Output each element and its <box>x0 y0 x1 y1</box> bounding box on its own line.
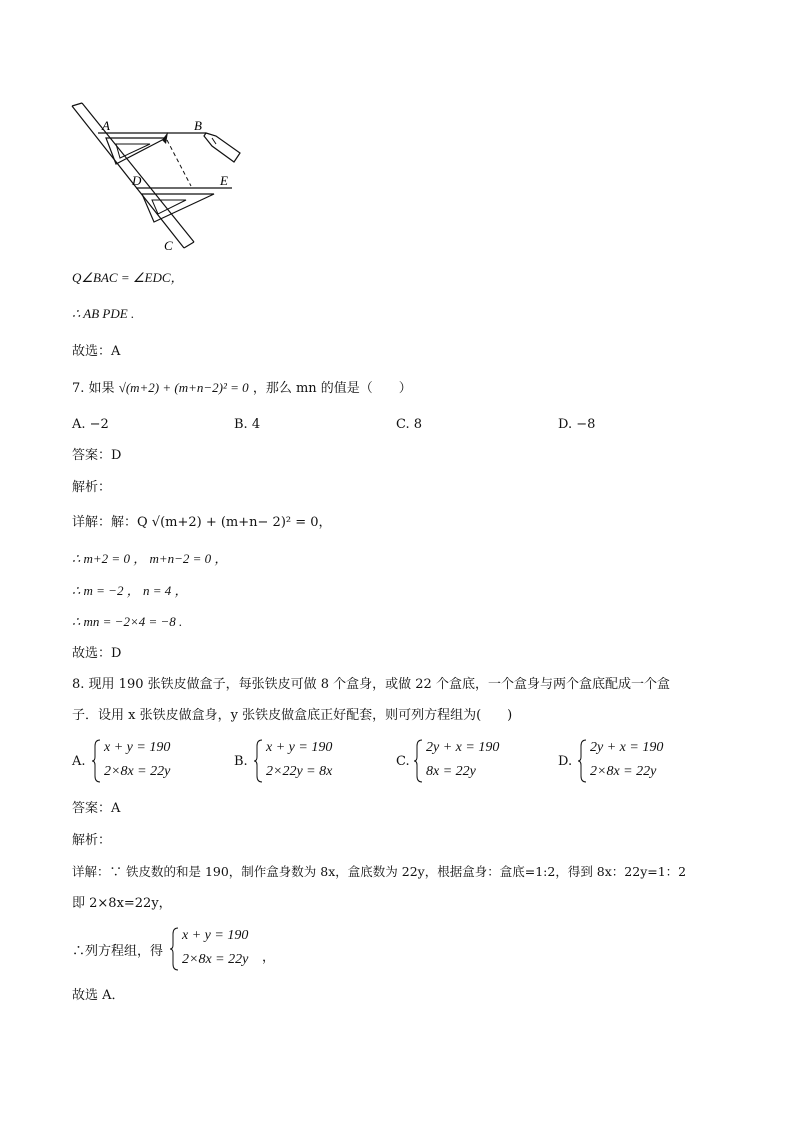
q6-choice: 故选：A <box>72 344 121 359</box>
label-b: B <box>194 118 202 133</box>
q8-option-d-label: D. <box>558 754 573 769</box>
slide-path <box>167 140 191 186</box>
q6-therefore-line: ∴ AB PDE . <box>72 306 135 321</box>
label-d: D <box>132 173 142 188</box>
q7-step-1: ∴ m+2 = 0 ， m+n−2 = 0 ， <box>72 551 228 566</box>
q8-analysis: 解析： <box>72 833 112 848</box>
ruler-edge-outer <box>72 106 184 248</box>
pencil-tip <box>212 138 216 144</box>
q8-stem-line-2: 子．设用 x 张铁皮做盒身，y 张铁皮做盒底正好配套，则可列方程组为( ) <box>72 708 513 723</box>
q7-stem-suffix: ，那么 mn 的值是（ ） <box>252 381 412 396</box>
label-a: A <box>102 118 110 133</box>
q8-detail-line-1: 详解：∵ 铁皮数的和是 190，制作盒身数为 8x，盒底数为 22y，根据盒身：盒底=1:2，得到 8x：22y=1：2 <box>72 864 687 879</box>
q8-option-a-label: A. <box>72 754 86 769</box>
geometry-figure <box>66 98 246 256</box>
q8-answer: 答案：A <box>72 801 121 816</box>
q7-answer: 答案：D <box>72 448 122 463</box>
q8-option-c-label: C. <box>396 754 410 769</box>
q8-option-b-label: B. <box>234 754 248 769</box>
q8-system-suffix: ， <box>262 950 276 965</box>
q7-step-2: ∴ m = −2 ， n = 4 ， <box>72 583 188 598</box>
q7-detail: 详解：解：Q √(m+2) + (m+n− 2)² = 0， <box>72 515 332 530</box>
q8-option-b[interactable] <box>234 738 384 784</box>
q7-stem-prefix: 7. 如果 <box>72 381 115 396</box>
label-e: E <box>220 173 228 188</box>
q8-option-d-eq2: 2×8x = 22y <box>590 764 657 779</box>
q8-option-d[interactable] <box>558 738 708 784</box>
q7-stem-expr: √(m+2) + (m+n−2)² = 0 <box>118 380 249 395</box>
q8-option-c-brace <box>414 738 424 784</box>
q8-system <box>72 926 332 972</box>
q7-option-c[interactable]: C. 8 <box>396 417 423 432</box>
q8-system-prefix: ∴列方程组，得 <box>72 944 164 959</box>
ruler-top <box>72 103 82 106</box>
q8-option-c-eq2: 8x = 22y <box>426 764 476 779</box>
q8-option-c-eq1: 2y + x = 190 <box>426 740 500 755</box>
q8-option-a-brace <box>92 738 102 784</box>
q8-system-eq2: 2×8x = 22y <box>182 952 249 967</box>
q8-option-d-brace <box>578 738 588 784</box>
q8-option-b-eq1: x + y = 190 <box>266 740 333 755</box>
q7-step-3: ∴ mn = −2×4 = −8 . <box>72 614 183 629</box>
q6-because-line: Q∠BAC = ∠EDC， <box>72 270 184 285</box>
q8-option-d-eq1: 2y + x = 190 <box>590 740 664 755</box>
q8-stem-line-1: 8. 现用 190 张铁皮做盒子，每张铁皮可做 8 个盒身，或做 22 个盒底，一个盒身与两个盒底配成一个盒 <box>72 677 670 692</box>
q7-analysis: 解析： <box>72 480 112 495</box>
q8-system-eq1: x + y = 190 <box>182 928 249 943</box>
q8-option-b-eq2: 2×22y = 8x <box>266 764 333 779</box>
q7-option-b[interactable]: B. 4 <box>234 417 261 432</box>
q7-choice: 故选：D <box>72 646 122 661</box>
pencil <box>204 133 240 162</box>
q8-option-a[interactable] <box>72 738 222 784</box>
q8-choice: 故选 A． <box>72 988 125 1003</box>
q7-option-d[interactable]: D. −8 <box>558 417 596 432</box>
q8-detail-line-2: 即 2×8x=22y， <box>72 896 172 911</box>
q8-option-a-eq1: x + y = 190 <box>104 740 171 755</box>
q8-option-a-eq2: 2×8x = 22y <box>104 764 171 779</box>
q8-option-c[interactable] <box>396 738 546 784</box>
q7-stem <box>72 380 412 397</box>
label-c: C <box>164 238 173 253</box>
q8-option-b-brace <box>254 738 264 784</box>
q8-system-brace <box>170 926 180 972</box>
ruler-end <box>184 242 194 248</box>
q7-option-a[interactable]: A. −2 <box>72 417 109 432</box>
